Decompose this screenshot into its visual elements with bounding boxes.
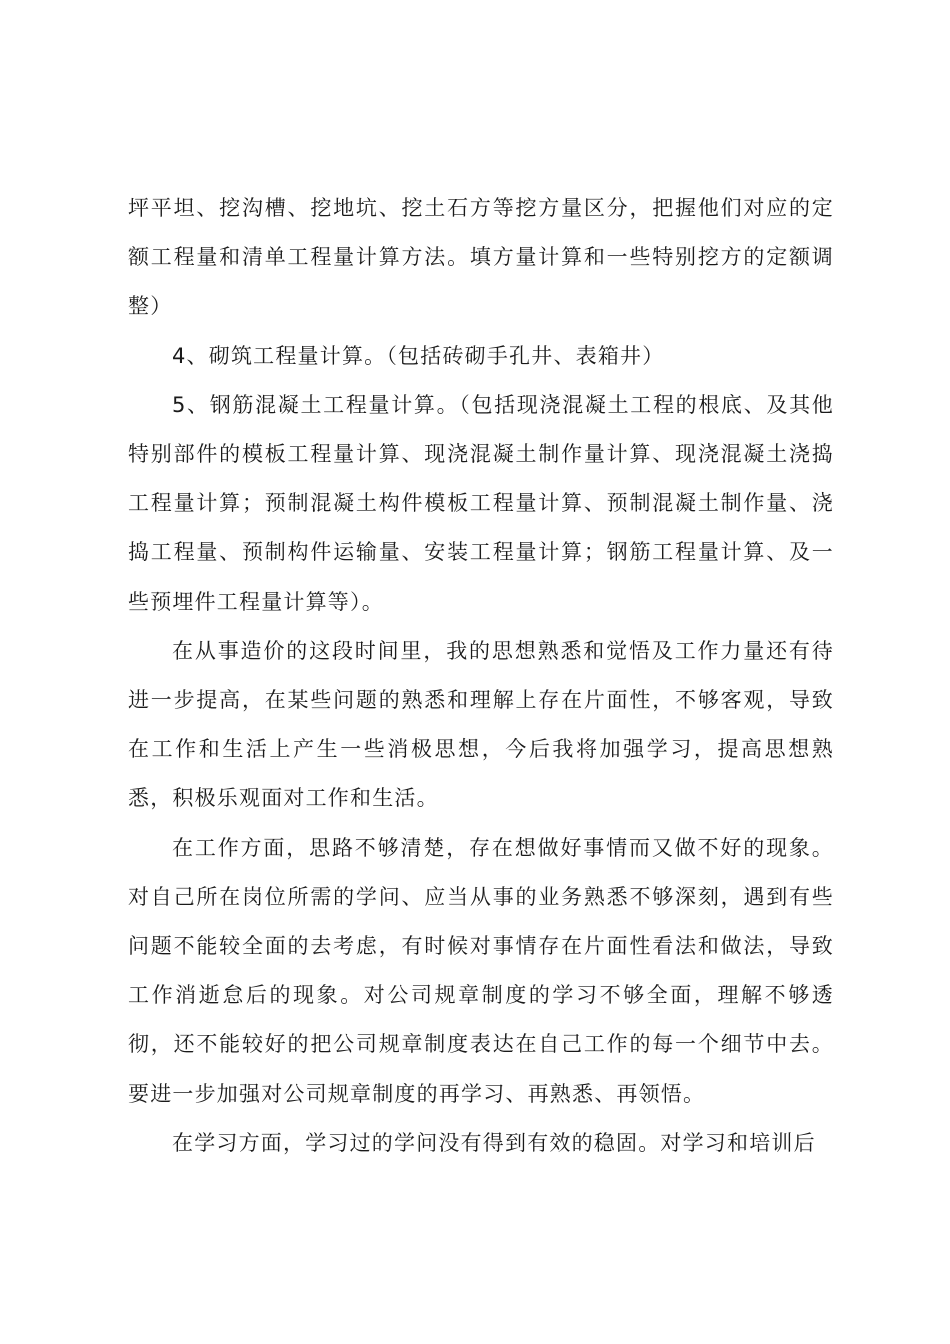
document-body <box>128 184 834 1168</box>
paragraph-study: 在学习方面，学习过的学问没有得到有效的稳固。对学习和培训后 <box>172 1130 816 1155</box>
paragraph-work: 在工作方面，思路不够清楚，存在想做好事情而又做不好的现象。对自己所在岗位所需的学问、应当从事的业务熟悉不够深刻，遇到有些问题不能较全面的去考虑，有时候对事情存在片面性看法和做法，导致工作消逝怠后的现象。对公司规章制度的学习不够全面，理解不够透彻，还不能较好的把公司规章制度表达在自己工作的每一个细节中去。要进一步加强对公司规章制度的再学习、再熟悉、再领悟。 <box>128 835 834 1106</box>
paragraph-concrete-item: 5、钢筋混凝土工程量计算。（包括现浇混凝土工程的根底、及其他特别部件的模板工程量计算、现浇混凝土制作量计算、现浇混凝土浇捣工程量计算；预制混凝土构件模板工程量计算、预制混凝土制作量、浇捣工程量、预制构件运输量、安装工程量计算；钢筋工程量计算、及一些预埋件工程量计算等）。 <box>128 392 834 614</box>
paragraph-thinking: 在从事造价的这段时间里，我的思想熟悉和觉悟及工作力量还有待进一步提高，在某些问题的熟悉和理解上存在片面性，不够客观，导致在工作和生活上产生一些消极思想，今后我将加强学习，提高思想熟悉，积极乐观面对工作和生活。 <box>128 638 834 811</box>
paragraph-continued-excavation: 坪平坦、挖沟槽、挖地坑、挖土石方等挖方量区分，把握他们对应的定额工程量和清单工程量计算方法。填方量计算和一些特别挖方的定额调整） <box>128 196 834 319</box>
paragraph-masonry-item: 4、砌筑工程量计算。（包括砖砌手孔井、表箱井） <box>172 343 665 368</box>
